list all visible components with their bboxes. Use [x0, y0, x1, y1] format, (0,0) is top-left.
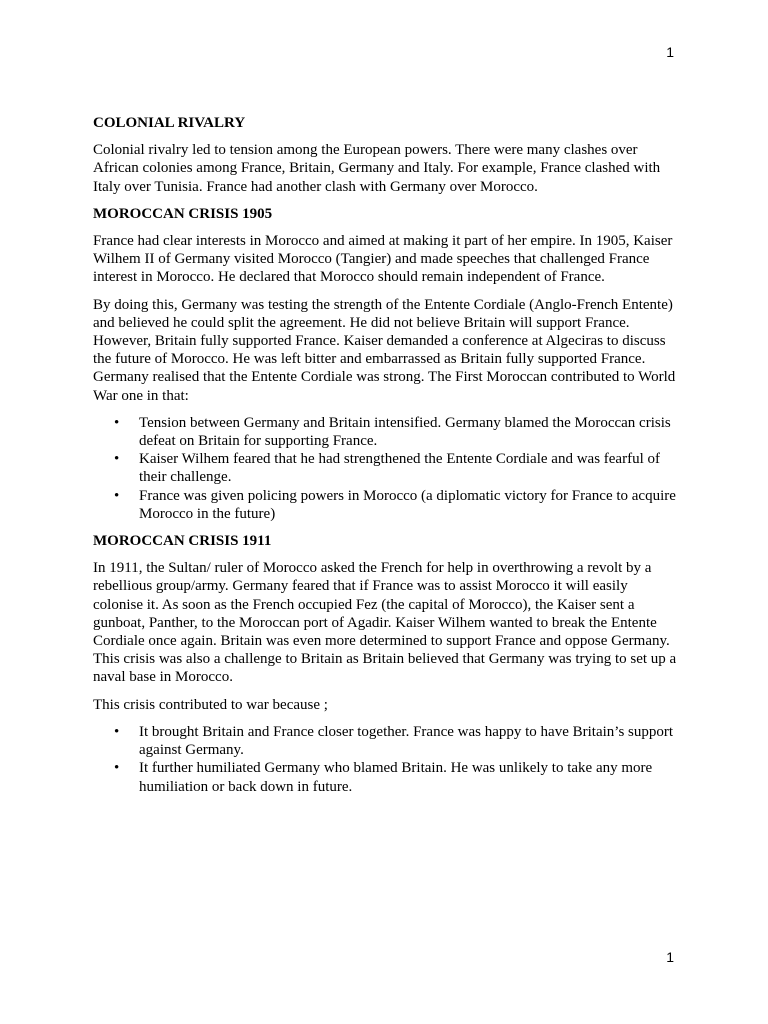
bullet-icon: • [114, 487, 120, 504]
list-item-text: It further humiliated Germany who blamed Britain. He was unlikely to take any more humiliation or back down in future. [139, 760, 653, 795]
bullet-icon: • [114, 723, 120, 740]
bullet-list [93, 723, 678, 796]
paragraph: By doing this, Germany was testing the strength of the Entente Cordiale (Anglo-French Entente) and believed he could split the agreement. He did not believe Britain will support France. However, Britain fully supported France. Kaiser demanded a conference at Algeciras to discuss the future of Morocco. He was left bitter and embarrassed as Britain fully supported France. Germany realised that the Entente Cordiale was strong. The First Moroccan contributed to World War one in that: [93, 296, 676, 404]
paragraph: France had clear interests in Morocco and aimed at making it part of her empire. In 1905, Kaiser Wilhem II of Germany visited Morocco (Tangier) and made speeches that challenged France interest in Morocco. He declared that Morocco should remain independent of France. [93, 233, 673, 286]
paragraph: This crisis contributed to war because ; [93, 696, 328, 713]
document-body [93, 114, 678, 805]
section-heading: COLONIAL RIVALRY [93, 115, 246, 131]
list-item-text: France was given policing powers in Morocco (a diplomatic victory for France to acquire Morocco in the future) [139, 487, 676, 522]
section-moroccan-crisis-1905 [93, 205, 678, 523]
list-item [93, 723, 678, 759]
page-number-top: 1 [666, 44, 674, 60]
bullet-icon: • [114, 414, 120, 431]
list-item-text: Kaiser Wilhem feared that he had strengthened the Entente Cordiale and was fearful of their challenge. [139, 451, 660, 486]
bullet-icon: • [114, 451, 120, 468]
section-moroccan-crisis-1911 [93, 532, 678, 796]
list-item-text: It brought Britain and France closer together. France was happy to have Britain’s support against Germany. [139, 723, 674, 759]
bullet-icon: • [114, 760, 120, 777]
list-item [93, 759, 678, 795]
section-heading: MOROCCAN CRISIS 1905 [93, 205, 273, 222]
list-item [93, 450, 678, 486]
paragraph: Colonial rivalry led to tension among the European powers. There were many clashes over African colonies among France, Britain, Germany and Italy. For example, France clashed with Italy over Tunisia. France had another clash with Germany over Morocco. [93, 142, 661, 195]
list-item-text: Tension between Germany and Britain intensified. Germany blamed the Moroccan crisis defeat on Britain for supporting France. [139, 414, 671, 450]
bullet-list [93, 414, 678, 523]
paragraph: In 1911, the Sultan/ ruler of Morocco asked the French for help in overthrowing a revolt by a rebellious group/army. Germany feared that if France was to assist Morocco it will easily colonise it. As soon as the French occupied Fez (the capital of Morocco), the Kaiser sent a gunboat, Panther, to the Moroccan port of Agadir. Kaiser Wilhem wanted to break the Entente Cordiale once again. Britain was even more determined to support France and oppose Germany. This crisis was also a challenge to Britain as Britain believed that Germany was trying to set up a naval base in Morocco. [93, 560, 677, 686]
list-item [93, 487, 678, 523]
section-heading: MOROCCAN CRISIS 1911 [93, 533, 272, 550]
list-item [93, 414, 678, 450]
page-number-bottom: 1 [666, 949, 674, 965]
section-colonial-rivalry [93, 114, 678, 196]
